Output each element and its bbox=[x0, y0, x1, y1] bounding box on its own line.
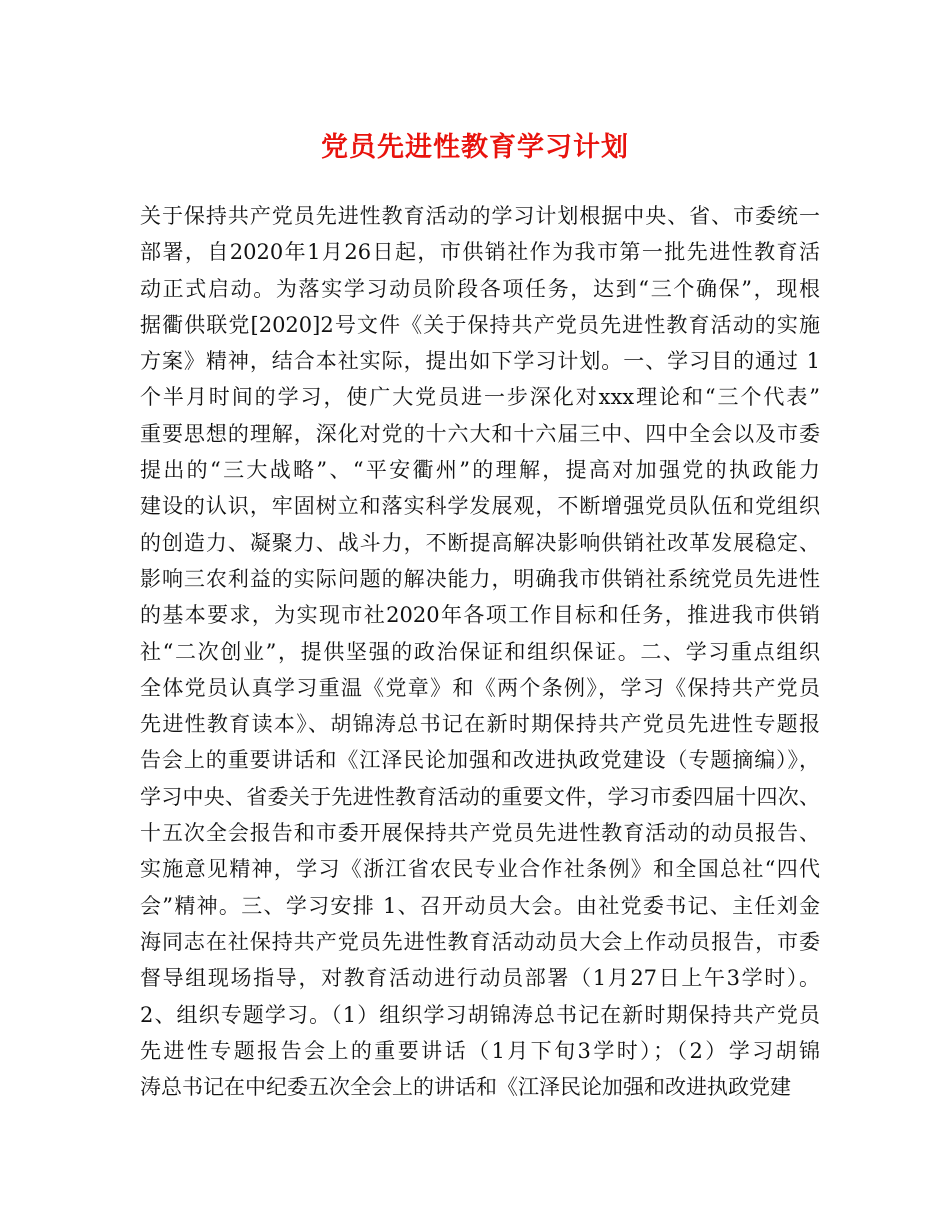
document-body bbox=[140, 198, 820, 1105]
body-line: 涛总书记在中纪委五次全会上的讲话和《江泽民论加强和改进执政党建 bbox=[140, 1075, 791, 1100]
body-line: 建设的认识，牢固树立和落实科学发展观，不断增强党员队伍和党组织 bbox=[140, 494, 820, 519]
body-line: 的创造力、凝聚力、战斗力，不断提高解决影响供销社改革发展稳定、 bbox=[140, 530, 820, 555]
body-line: 会”精神。三、学习安排 1、召开动员大会。由社党委书记、主任刘金 bbox=[140, 893, 820, 918]
body-line: 十五次全会报告和市委开展保持共产党员先进性教育活动的动员报告、 bbox=[140, 821, 820, 846]
body-line: 提出的“三大战略”、“平安衢州”的理解，提高对加强党的执政能力 bbox=[140, 458, 820, 483]
body-line: 学习中央、省委关于先进性教育活动的重要文件，学习市委四届十四次、 bbox=[140, 784, 820, 809]
body-line: 动正式启动。为落实学习动员阶段各项任务，达到“三个确保”，现根 bbox=[140, 276, 820, 301]
body-line: 据衢供联党[2020]2号文件《关于保持共产党员先进性教育活动的实施 bbox=[140, 312, 820, 337]
body-line: 部署，自2020年1月26日起，市供销社作为我市第一批先进性教育活 bbox=[140, 240, 820, 265]
body-line: 先进性专题报告会上的重要讲话（1月下旬3学时）；（2）学习胡锦 bbox=[140, 1038, 820, 1063]
body-line: 海同志在社保持共产党员先进性教育活动动员大会上作动员报告，市委 bbox=[140, 929, 820, 954]
body-line: 先进性教育读本》、胡锦涛总书记在新时期保持共产党员先进性专题报 bbox=[140, 712, 820, 737]
body-line: 督导组现场指导，对教育活动进行动员部署（1月27日上午3学时）。 bbox=[140, 966, 820, 991]
body-line: 关于保持共产党员先进性教育活动的学习计划根据中央、省、市委统一 bbox=[140, 204, 820, 228]
body-line: 重要思想的理解，深化对党的十六大和十六届三中、四中全会以及市委 bbox=[140, 421, 820, 446]
body-line: 告会上的重要讲话和《江泽民论加强和改进执政党建设（专题摘编）》， bbox=[140, 748, 820, 773]
body-line: 个半月时间的学习，使广大党员进一步深化对xxx理论和“三个代表” bbox=[140, 385, 820, 410]
body-line: 社“二次创业”，提供坚强的政治保证和组织保证。二、学习重点组织 bbox=[140, 639, 820, 664]
body-line: 方案》精神，结合本社实际，提出如下学习计划。一、学习目的通过 1 bbox=[140, 349, 820, 374]
body-line: 全体党员认真学习重温《党章》和《两个条例》，学习《保持共产党员 bbox=[140, 675, 820, 700]
body-line: 2、组织专题学习。（1）组织学习胡锦涛总书记在新时期保持共产党员 bbox=[140, 1002, 820, 1027]
document-title: 党员先进性教育学习计划 bbox=[321, 132, 629, 163]
body-line: 实施意见精神，学习《浙江省农民专业合作社条例》和全国总社“四代 bbox=[140, 857, 820, 882]
body-line: 影响三农利益的实际问题的解决能力，明确我市供销社系统党员先进性 bbox=[140, 566, 820, 591]
body-line: 的基本要求，为实现市社2020年各项工作目标和任务，推进我市供销 bbox=[140, 603, 820, 628]
